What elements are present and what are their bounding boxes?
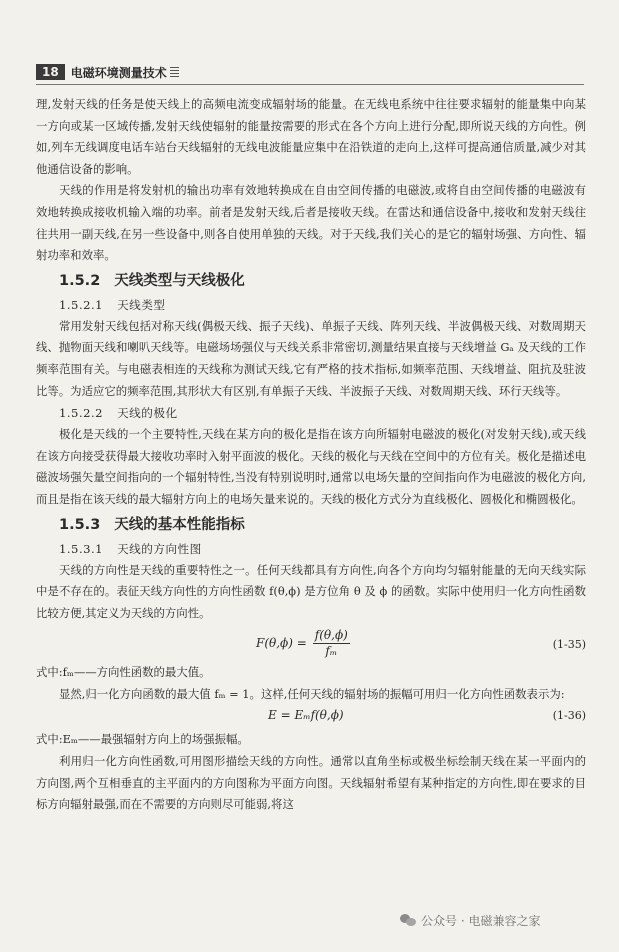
page-number: 18 [36, 64, 65, 80]
section-number: 1.5.3 [59, 516, 101, 533]
book-title: 电磁环境测量技术 [70, 65, 167, 80]
subsection-heading-1-5-3-1 [59, 538, 586, 560]
paragraph-2: 天线的作用是将发射机的输出功率有效地转换成在自由空间传播的电磁波,或将自由空间传播的电磁波有效地转换成接收机输入端的功率。前者是发射天线,后者是接收天线。在雷达和通信设备中,接收和发射天线往往共用一副天线,在另一些设备中,则各自使用单独的天线。对于天线,我们关心的是它的辐射场强、方向性、辐射功率和效率。 [36, 183, 586, 263]
subsection-number: 1.5.2.1 [59, 297, 104, 312]
bars-icon [170, 67, 179, 78]
paragraph-7: 利用归一化方向性函数,可用图形描绘天线的方向性。通常以直角坐标或极坐标绘制天线在某一平面内的方向图,两个互相垂直的主平面内的方向图称为平面方向图。天线辐射希望有某种指定的方向性,即在要求的目标方向辐射最强,而在不需要的方向则尽可能弱,将这 [36, 754, 586, 812]
section-title: 天线的基本性能指标 [114, 515, 245, 533]
paragraph-6: 显然,归一化方向函数的最大值 fₘ = 1。这样,任何天线的辐射场的振幅可用归一化方向性函数表示为: [59, 686, 565, 701]
paragraph-1: 理,发射天线的任务是使天线上的高频电流变成辐射场的能量。在无线电系统中往往要求辐射的能量集中向某一方向或某一区域传播,发射天线使辐射的能量按需要的形式在各个方向上进行分配,即所说天线的方向性。例如,列车无线调度电话车站台天线辐射的无线电波能量应集中在沿铁道的走向上,这样可提高通信质量,减少对其他通信设备的影响。 [36, 97, 586, 176]
equation-number: (1-36) [552, 709, 586, 723]
header-rule [36, 84, 584, 85]
note-1: 式中:fₘ——方向性函数的最大值。 [36, 665, 211, 680]
subsection-heading-1-5-2-2 [59, 402, 586, 424]
section-heading-1-5-2 [59, 269, 586, 293]
section-number: 1.5.2 [59, 272, 101, 289]
subsection-heading-1-5-2-1 [59, 294, 586, 316]
equation-1-35 [36, 624, 586, 662]
page-body [36, 94, 586, 816]
wechat-icon [400, 914, 416, 927]
running-header [36, 63, 179, 81]
section-title: 天线类型与天线极化 [114, 271, 245, 289]
watermark [400, 912, 540, 929]
subsection-title: 天线的极化 [117, 406, 178, 421]
fraction-numerator: f(θ,ϕ) [314, 628, 348, 643]
paragraph-4: 极化是天线的一个主要特性,天线在某方向的极化是指在该方向所辐射电磁波的极化(对发射天线),或天线在该方向接受获得最大接收功率时入射平面波的极化。天线的极化与天线在空间中的方位有关。极化是描述电磁波场强矢量空间指向的一个辐射特性,当没有特别说明时,通常以电场矢量的空间指向作为电磁波的极化方向,而且是指在该天线的最大辐射方向上的电场矢量来说的。天线的极化方式分为直线极化、圆极化和椭圆极化。 [36, 427, 586, 506]
watermark-text: 公众号 · 电磁兼容之家 [421, 914, 541, 928]
subsection-title: 天线的方向性图 [117, 541, 202, 556]
paragraph-5: 天线的方向性是天线的重要特性之一。任何天线都具有方向性,向各个方向均匀辐射能量的无向天线实际中是不存在的。表征天线方向性的方向性函数 f(θ,ϕ) 是方位角 θ 及 ϕ 的函数。实际中使用归一化方向性函数比较方便,其定义为天线的方向性。 [36, 562, 586, 620]
section-heading-1-5-3 [59, 513, 586, 537]
equation-1-36 [36, 705, 586, 729]
equation-lhs: F(θ,ϕ) = [256, 635, 307, 650]
paragraph-3: 常用发射天线包括对称天线(偶极天线、振子天线)、单振子天线、阵列天线、半波偶极天线、对数周期天线、抛物面天线和喇叭天线等。电磁场场强仪与天线关系非常密切,测量结果直接与天线增益 Gₐ 及天线的工作频率范围有关。与电磁表相连的天线称为测试天线,它有严格的技术指标,如频率范围、天线增益、阻抗及驻波比等。为适应它的频率范围,其形状大有区别,有单振子天线、半波振子天线、对数周期天线、环行天线等。 [36, 318, 586, 398]
equation-fraction [313, 628, 350, 659]
subsection-number: 1.5.3.1 [59, 541, 104, 556]
equation-expression: E = Eₘf(θ,ϕ) [268, 708, 344, 723]
note-2: 式中:Eₘ——最强辐射方向上的场强振幅。 [36, 732, 249, 747]
fraction-denominator: fₘ [325, 644, 338, 659]
subsection-number: 1.5.2.2 [59, 406, 104, 421]
equation-number: (1-35) [552, 638, 586, 652]
subsection-title: 天线类型 [117, 297, 166, 312]
